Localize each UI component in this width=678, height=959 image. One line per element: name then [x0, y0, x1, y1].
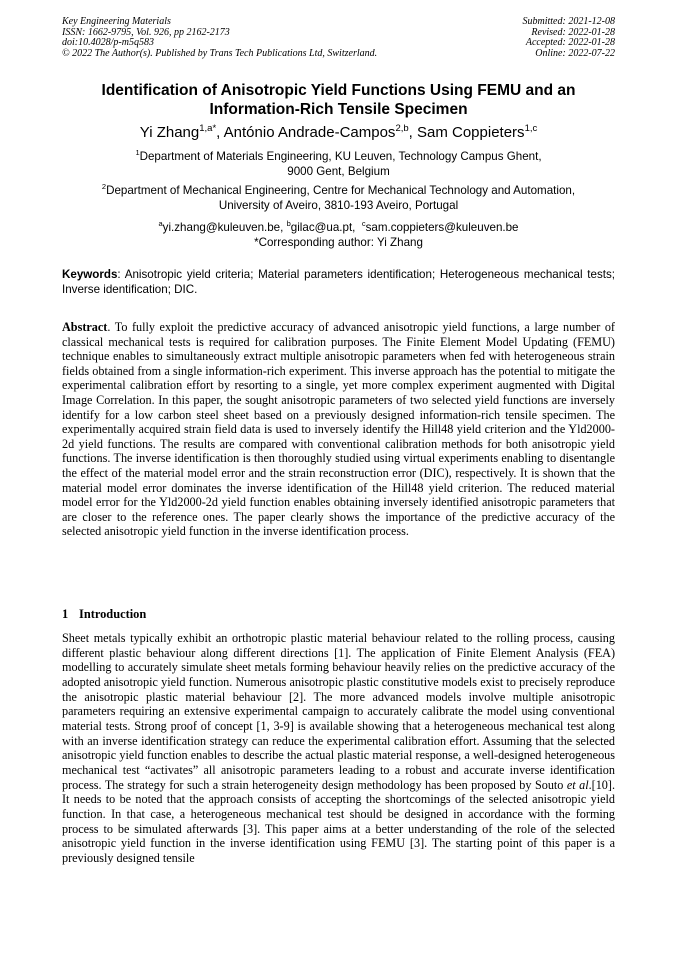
journal-name: Key Engineering Materials	[62, 16, 171, 27]
doi-line[interactable]: doi:10.4028/p-m5q583	[62, 37, 154, 49]
paper-title	[62, 81, 615, 119]
title-line-2: Information-Rich Tensile Specimen	[209, 101, 468, 118]
affiliation-line: Department of Mechanical Engineering, Centre for Mechanical Technology and Automation,	[106, 184, 576, 197]
affiliation-line: 9000 Gent, Belgium	[287, 164, 390, 178]
keywords-text: : Anisotropic yield criteria; Material parameters identification; Heterogeneous mechanical tests; Inverse identification; DIC.	[62, 268, 615, 296]
email-link[interactable]: sam.coppieters@kuleuven.be	[365, 221, 519, 234]
intro-text-continued: .[10]. It needs to be noted that the approach consists of accepting the shortcomings of the selected anisotropic yield function. In that case, a heterogeneous mechanical test should be designed in accordance with the forming process to be simulated afterwards [3]. This paper aims at a better understanding of the role of the selected anisotropic yield function in the inverse identification using FEMU [3]. The starting point of this paper is a previously designed tensile	[62, 777, 615, 865]
accepted-date: Accepted: 2022-01-28	[525, 37, 615, 49]
email-mark: b	[286, 219, 291, 229]
email-mark: c	[361, 219, 366, 229]
author-affiliation-mark: 1,c	[524, 123, 538, 134]
section-title: Introduction	[79, 607, 147, 621]
online-date: Online: 2022-07-22	[535, 47, 615, 59]
issn-line: ISSN: 1662-9795, Vol. 926, pp 2162-2173	[62, 26, 230, 38]
author-name: António Andrade-Campos	[223, 124, 396, 141]
title-line-1: Identification of Anisotropic Yield Functions Using FEMU and an	[101, 82, 576, 99]
affiliation-line: Department of Materials Engineering, KU Leuven, Technology Campus Ghent,	[139, 150, 542, 163]
affiliation-line: University of Aveiro, 3810-193 Aveiro, Portugal	[218, 198, 459, 212]
contact-emails: $^a$yi.zhang@kuleuven.be, $^b$gilac@ua.pt, $^c$sam.coppieters@kuleuven.be *Corresponding author: Yi Zhang	[62, 221, 615, 250]
affiliation-mark: 2	[101, 182, 107, 192]
publication-dates	[523, 17, 616, 59]
email-mark: a	[158, 219, 163, 229]
copyright-line: © 2022 The Author(s). Published by Trans Tech Publications Ltd, Switzerland.	[62, 47, 378, 59]
section-heading	[62, 607, 615, 622]
keywords-label: Keywords	[62, 268, 118, 281]
affiliation-mark: 1	[135, 148, 140, 158]
introduction-paragraph	[62, 631, 615, 866]
author-affiliation-mark: 2,b	[395, 123, 409, 134]
publication-info	[62, 17, 377, 59]
abstract-paragraph	[62, 320, 615, 539]
affiliation-2	[62, 184, 615, 213]
email-link[interactable]: gilac@ua.pt	[290, 221, 353, 234]
author-name: Yi Zhang	[139, 124, 200, 141]
submitted-date: Submitted: 2021-12-08	[522, 16, 615, 27]
corresponding-author: *Corresponding author: Yi Zhang	[254, 235, 423, 249]
section-number: 1	[62, 607, 69, 621]
revised-date: Revised: 2022-01-28	[531, 26, 615, 38]
author-affiliation-mark: 1,a*	[199, 123, 217, 134]
author-list: Yi Zhang$^{1,a*}$, António Andrade-Campos$^{2,b}$, Sam Coppieters$^{1,c}$	[139, 123, 538, 141]
abstract-text: . To fully exploit the predictive accuracy of advanced anisotropic yield functions, a large number of classical mechanical tests is required for calibration purposes. The Finite Element Model Updating (FEMU) technique enables to simultaneously extract multiple anisotropic parameters when fed with heterogeneous strain fields obtained from a single information-rich experiment. This inverse approach has the potential to mitigate the experimental calibration effort by resorting to a single, yet more complex experiment augmented with Digital Image Correlation. In this paper, the sought anisotropic parameters of two selected yield functions are inversely identify for a low carbon steel sheet based on a previously designed information-rich tensile specimen. The experimentally acquired strain field data is used to inversely identify the Hill48 yield criterion and the Yld2000-2d yield functions. The results are compared with conventional calibration methods for both anisotropic yield functions. The inverse identification is then thoroughly studied using virtual experiments enabling to disentangle the effect of the material model error and the strain reconstruction error (DIC), respectively. It is shown that the material model error dominates the inverse identification of the Hill48 yield criterion. The reduced material model error for the Yld2000-2d yield function enables obtaining inversely identified anisotropic parameters that are closer to the reference ones. The paper clearly shows the importance of the predictive accuracy of the selected anisotropic yield function in the inverse identification process.	[62, 320, 615, 539]
keywords-paragraph	[62, 268, 615, 297]
author-name: Sam Coppieters	[417, 124, 525, 141]
intro-text: Sheet metals typically exhibit an orthotropic plastic material behaviour related to the rolling process, causing different plastic behaviour along different directions [1]. The application of Finite Element Analysis (FEA) modelling to accurately simulate sheet metals forming behaviour heavily relies on the predictive accuracy of the adopted anisotropic yield function. Numerous anisotropic plastic constitutive models exist to precisely reproduce the anisotropic plastic material behaviour [2]. The more advanced models involve multiple anisotropic parameters requiring an extensive experimental campaign to accurately calibrate the model using conventional material tests. Strong proof of concept [1, 3-9] is available showing that a heterogeneous mechanical test along with an inverse identification strategy can reduce the experimental calibration effort. Assuming that the selected anisotropic yield function enables to describe the actual plastic material response, a well-designed heterogeneous mechanical test “activates” all anisotropic parameters leading to a robust and accurate inverse identification process. The strategy for such a strain heterogeneity design methodology has been proposed by Souto	[62, 631, 615, 792]
abstract-label: Abstract	[62, 320, 108, 334]
email-link[interactable]: yi.zhang@kuleuven.be	[162, 221, 281, 234]
affiliation-1	[62, 150, 615, 179]
intro-italic-text: et al	[566, 777, 589, 792]
